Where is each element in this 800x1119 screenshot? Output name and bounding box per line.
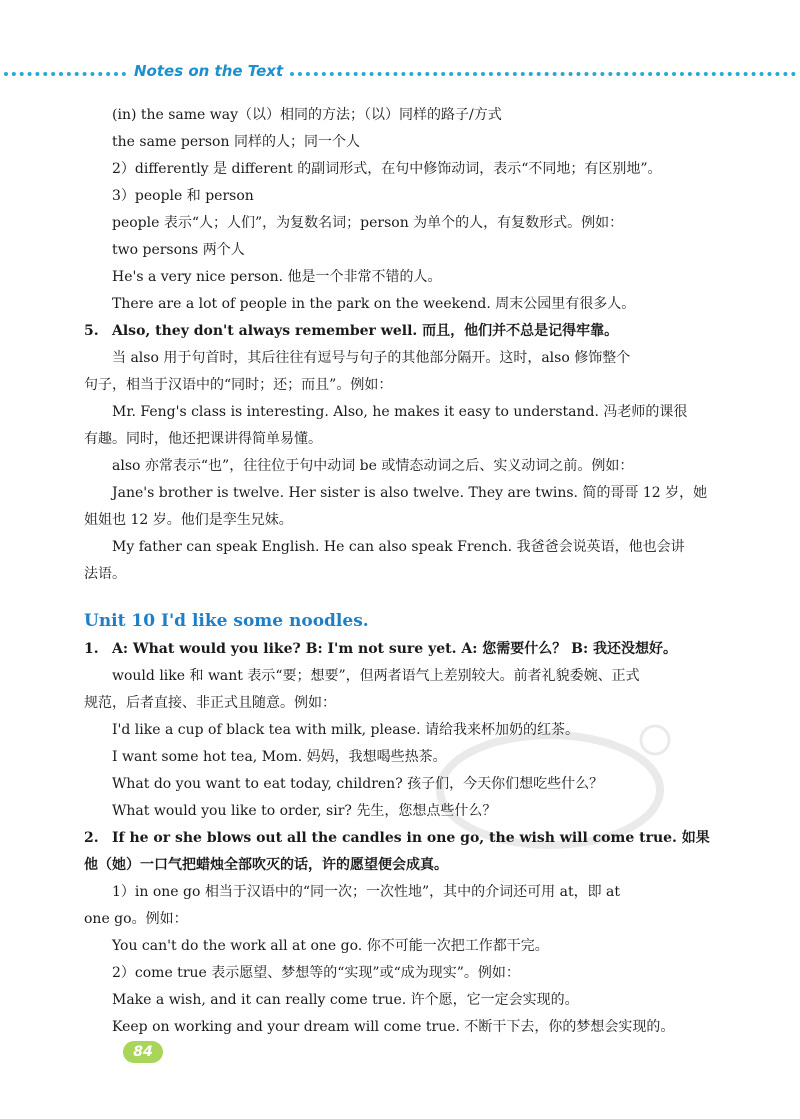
text-line: 1）in one go 相当于汉语中的“同一次；一次性地”，其中的介词还可用 at，即 at [112, 884, 621, 900]
text-line: (in) the same way（以）相同的方法；（以）同样的路子/方式 [112, 107, 502, 123]
example-line: What would you like to order, sir? 先生，您想点些什么？ [112, 803, 497, 819]
text-line: 句子，相当于汉语中的“同时；还；而且”。例如： [84, 377, 393, 393]
text-line: one go。例如： [84, 911, 188, 927]
text-line: He's a very nice person. 他是一个非常不错的人。 [112, 269, 442, 285]
example-line: Jane's brother is twelve. Her sister is also twelve. They are twins. 简的哥哥 12 岁，她 [112, 485, 708, 501]
text-line: 规范，后者直接、非正式且随意。例如： [84, 695, 336, 711]
text-line: There are a lot of people in the park on the weekend. 周末公园里有很多人。 [112, 296, 636, 312]
note-1-heading [84, 636, 677, 663]
note-number: 2. [84, 830, 99, 846]
note-2-heading [84, 825, 710, 852]
example-line: Keep on working and your dream will come true. 不断干下去，你的梦想会实现的。 [112, 1019, 675, 1035]
note-number: 1. [84, 641, 99, 657]
text-line: would like 和 want 表示“要；想要”，但两者语气上差别较大。前者礼貌委婉、正式 [112, 668, 640, 684]
example-line: Mr. Feng's class is interesting. Also, he makes it easy to understand. 冯老师的课很 [112, 404, 688, 420]
text-line: two persons 两个人 [112, 242, 245, 258]
example-line: 有趣。同时，他还把课讲得简单易懂。 [84, 431, 322, 447]
text-line: 2）come true 表示愿望、梦想等的“实现”或“成为现实”。例如： [112, 965, 520, 981]
example-line: I want some hot tea, Mom. 妈妈，我想喝些热茶。 [112, 749, 447, 765]
note-heading-text: Also, they don't always remember well. 而且，他们并不总是记得牢靠。 [112, 323, 619, 339]
example-line: I'd like a cup of black tea with milk, please. 请给我来杯加奶的红茶。 [112, 722, 579, 738]
text-line: 2）differently 是 different 的副词形式，在句中修饰动词，表示“不同地；有区别地”。 [112, 161, 662, 177]
text-line: also 亦常表示“也”，往往位于句中动词 be 或情态动词之后、实义动词之前。例如： [112, 458, 634, 474]
text-line: people 表示“人；人们”，为复数名词；person 为单个的人，有复数形式。例如： [112, 215, 624, 231]
note-5-heading [84, 318, 664, 345]
section-header [0, 60, 800, 86]
example-line: You can't do the work all at one go. 你不可能一次把工作都干完。 [112, 938, 549, 954]
example-line: Make a wish, and it can really come true. 许个愿，它一定会实现的。 [112, 992, 579, 1008]
page-content [84, 102, 710, 1041]
header-dots-left [4, 72, 126, 76]
note-number: 5. [84, 323, 99, 339]
text-line: 当 also 用于句首时，其后往往有逗号与句子的其他部分隔开。这时，also 修饰整个 [112, 350, 631, 366]
header-dots-right [290, 72, 796, 76]
text-line: the same person 同样的人；同一个人 [112, 134, 360, 150]
example-line: My father can speak English. He can also speak French. 我爸爸会说英语，他也会讲 [112, 539, 685, 555]
example-line: 姐姐也 12 岁。他们是孪生兄妹。 [84, 512, 293, 528]
text-line: 3）people 和 person [112, 188, 254, 204]
example-line: What do you want to eat today, children? 孩子们，今天你们想吃些什么？ [112, 776, 604, 792]
note-heading-cont: 他（她）一口气把蜡烛全部吹灭的话，许的愿望便会成真。 [84, 857, 448, 873]
example-line: 法语。 [84, 566, 126, 582]
page-number-badge: 84 [123, 1041, 163, 1063]
unit-title: Unit 10 I'd like some noodles. [84, 611, 369, 631]
note-heading-text: If he or she blows out all the candles in one go, the wish will come true. 如果 [112, 830, 710, 846]
note-heading-text: A: What would you like? B: I'm not sure yet. A: 您需要什么？ B: 我还没想好。 [112, 641, 677, 657]
header-title: Notes on the Text [134, 62, 284, 80]
